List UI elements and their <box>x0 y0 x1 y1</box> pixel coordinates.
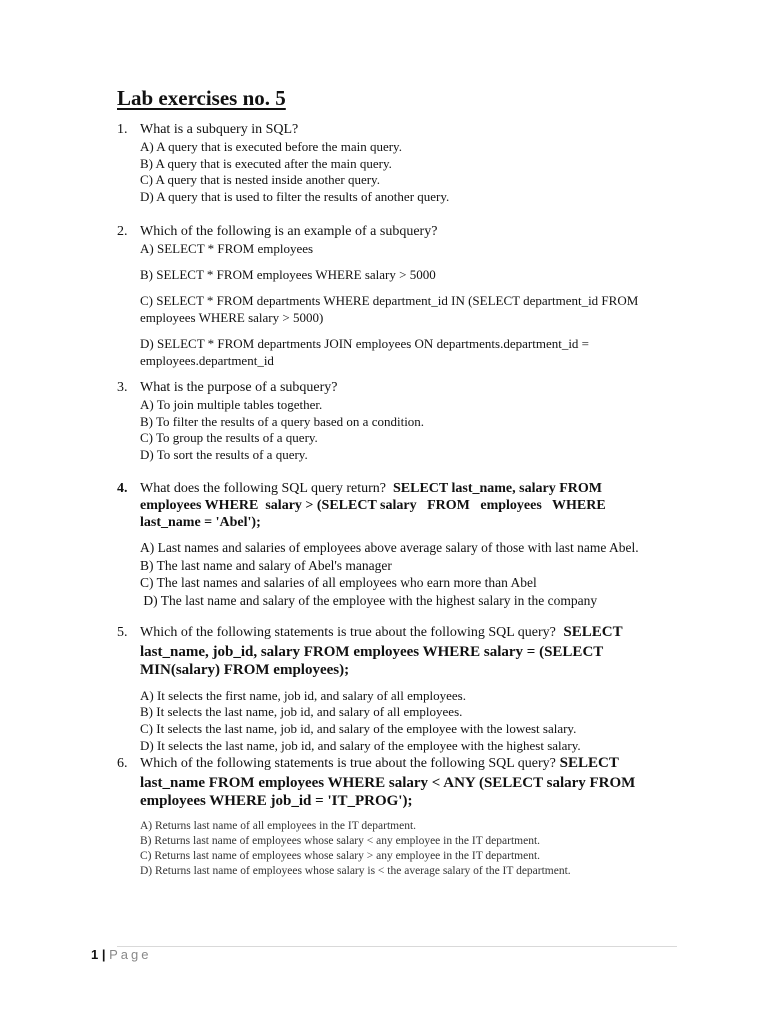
option-b: B) SELECT * FROM employees WHERE salary > 5000 <box>140 267 436 282</box>
sql-query-line-3: MIN(salary) FROM employees); <box>140 662 350 678</box>
sql-query-line-1: SELECT last_name, salary FROM <box>392 481 602 496</box>
question-4 <box>117 480 677 609</box>
question-number: 2. <box>117 224 128 239</box>
option-c: C) To group the results of a query. <box>140 430 318 446</box>
option-b: B) A query that is executed after the main query. <box>140 155 392 171</box>
page-label: Page <box>109 947 152 962</box>
option-c: C) Returns last name of employees whose salary > any employee in the IT department. <box>140 849 541 862</box>
option-b: B) To filter the results of a query based on a condition. <box>140 413 425 429</box>
option-d: D) It selects the last name, job id, and salary of the employee with the highest salary. <box>140 737 581 753</box>
question-1 <box>117 121 677 206</box>
option-a: A) SELECT * FROM employees <box>140 241 314 256</box>
sql-query-line-1: SELECT <box>563 624 623 640</box>
option-c: C) SELECT * FROM departments WHERE department_id IN (SELECT department_id FROM employees WHERE salary > 5000) <box>140 293 639 325</box>
sql-query-line-2: last_name FROM employees WHERE salary < ANY (SELECT salary FROM <box>140 774 636 791</box>
question-2 <box>117 223 677 378</box>
page-title: Lab exercises no. 5 <box>117 86 286 110</box>
option-d: D) Returns last name of employees whose salary is < the average salary of the IT department. <box>140 864 571 877</box>
sql-query-line-2: employees WHERE salary > (SELECT salary FROM employees WHERE <box>140 498 606 513</box>
option-c: C) The last names and salaries of all employees who earn more than Abel <box>140 575 537 590</box>
question-number: 3. <box>117 380 128 395</box>
option-a: A) It selects the first name, job id, and salary of all employees. <box>140 687 466 703</box>
option-d: D) The last name and salary of the employee with the highest salary in the company <box>140 592 598 608</box>
option-b: B) It selects the last name, job id, and salary of all employees. <box>140 704 463 720</box>
option-d: D) SELECT * FROM departments JOIN employees ON departments.department_id = employees.department_id <box>140 336 590 368</box>
question-number: 5. <box>117 625 128 640</box>
question-text: Which of the following statements is true about the following SQL query? <box>140 756 556 771</box>
question-text: What is a subquery in SQL? <box>140 122 299 137</box>
sql-query-line-1: SELECT <box>559 755 619 771</box>
page-footer <box>91 947 152 962</box>
page-number: 1 <box>91 947 99 962</box>
sql-query-line-3: employees WHERE job_id = 'IT_PROG'); <box>140 793 413 809</box>
option-b: B) Returns last name of employees whose salary < any employee in the IT department. <box>140 834 541 847</box>
option-c: C) It selects the last name, job id, and salary of the employee with the lowest salary. <box>140 720 577 736</box>
question-number: 1. <box>117 122 128 137</box>
question-text: Which of the following is an example of a subquery? <box>140 224 438 239</box>
question-number: 4. <box>117 481 128 496</box>
option-a: A) Returns last name of all employees in the IT department. <box>140 819 417 832</box>
question-number: 6. <box>117 756 128 771</box>
sql-query-line-3: last_name = 'Abel'); <box>140 515 261 530</box>
question-6 <box>117 754 677 879</box>
question-3 <box>117 379 677 464</box>
option-d: D) To sort the results of a query. <box>140 447 308 463</box>
question-5 <box>117 623 677 754</box>
footer-divider <box>117 946 677 947</box>
option-a: A) Last names and salaries of employees above average salary of those with last name Abel. <box>140 540 639 555</box>
question-text: Which of the following statements is true about the following SQL query? <box>140 625 556 640</box>
option-b: B) The last name and salary of Abel's manager <box>140 557 392 573</box>
footer-separator: | <box>101 947 106 962</box>
option-d: D) A query that is used to filter the results of another query. <box>140 189 450 205</box>
option-a: A) To join multiple tables together. <box>140 397 323 412</box>
question-text: What is the purpose of a subquery? <box>140 380 338 395</box>
sql-query-line-2: last_name, job_id, salary FROM employees WHERE salary = (SELECT <box>140 643 604 660</box>
question-text: What does the following SQL query return? <box>140 481 386 496</box>
option-a: A) A query that is executed before the main query. <box>140 139 402 154</box>
option-c: C) A query that is nested inside another query. <box>140 172 380 188</box>
